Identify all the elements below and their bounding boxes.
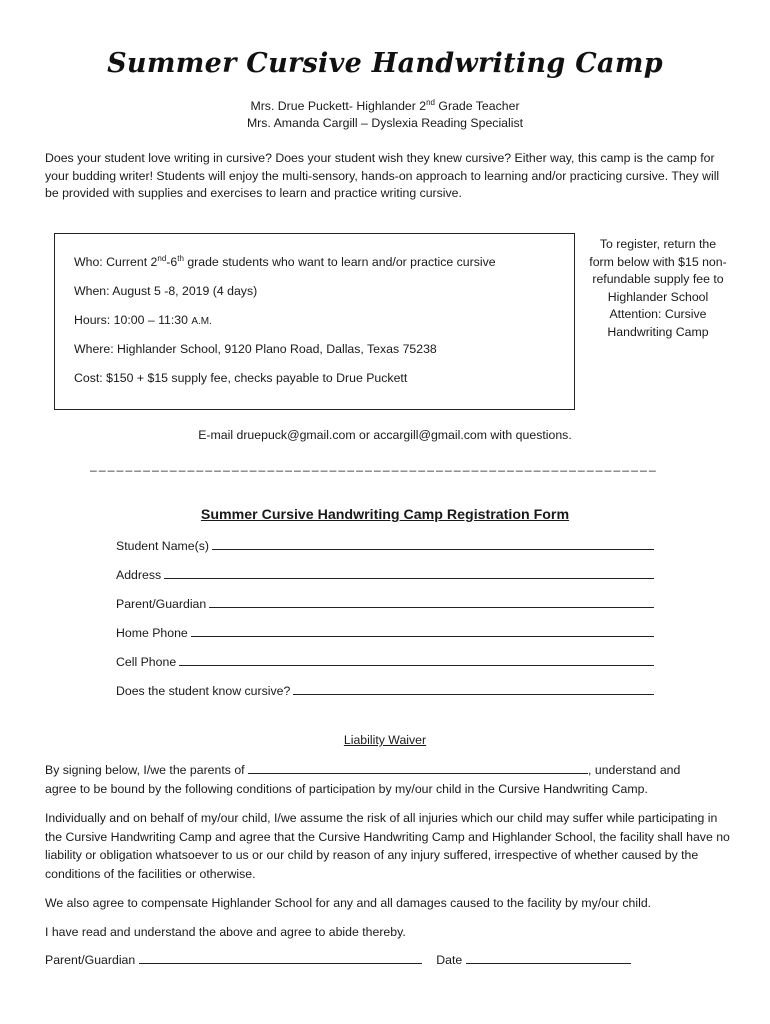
- field-blank-line[interactable]: [212, 537, 654, 550]
- teacher-1-suffix: Grade Teacher: [435, 99, 520, 114]
- info-when: When: August 5 -8, 2019 (4 days): [74, 284, 258, 298]
- page-title: Summer Cursive Handwriting Camp: [107, 48, 663, 79]
- field-label: Home Phone: [116, 626, 188, 640]
- field-blank-line[interactable]: [293, 682, 654, 695]
- field-cell-phone[interactable]: [116, 653, 654, 671]
- waiver-paragraph-3: We also agree to compensate Highlander School for any and all damages caused to the facility by my/our child.: [45, 896, 652, 910]
- field-label: Cell Phone: [116, 655, 177, 669]
- date-blank[interactable]: [466, 953, 631, 964]
- field-student-names[interactable]: [116, 537, 654, 555]
- field-home-phone[interactable]: [116, 624, 654, 642]
- field-label: Student Name(s): [116, 539, 209, 553]
- info-who-suffix: grade students who want to learn and/or practice cursive: [183, 255, 496, 270]
- field-address[interactable]: [116, 566, 654, 584]
- parent-signature-label: Parent/Guardian: [45, 953, 136, 967]
- teacher-line-2: Mrs. Amanda Cargill – Dyslexia Reading Specialist: [246, 116, 524, 130]
- intro-paragraph: Does your student love writing in cursive? Does your student wish they knew cursive? Either way, this camp is the camp for your budding writer! Students will enjoy the multi-sensory, hands-on approach to learning and/or practicing cursive. They will be provided with supplies and exercises to learn and practice writing cursive.: [45, 151, 720, 200]
- register-note: To register, return the form below with $15 non-refundable supply fee to Highlander School Attention: Cursive Handwriting Camp: [589, 237, 727, 339]
- info-who-sup-2: th: [177, 254, 184, 263]
- date-label: Date: [436, 953, 463, 967]
- registration-form-title: Summer Cursive Handwriting Camp Registration Form: [200, 507, 570, 523]
- info-hours: [74, 313, 212, 327]
- waiver-paragraph-2: Individually and on behalf of my/our child, I/we assume the risk of all injuries which our child may suffer while participating in the Cursive Handwriting Camp and agree that the Cursive Handwriting Camp and Highlander School, the facility shall have no liability or obligation whatsoever to us or our child by reason of any injury suffered, irrespective of whether caused by the conditions of the facilities or otherwise.: [45, 811, 730, 881]
- info-who-mid: -6: [166, 255, 178, 270]
- info-cost: Cost: $150 + $15 supply fee, checks payable to Drue Puckett: [74, 371, 408, 385]
- cut-line-separator: ________________________________________________________________: [90, 458, 658, 472]
- info-hours-prefix: Hours: 10:00 – 11:30: [74, 313, 192, 327]
- field-blank-line[interactable]: [179, 653, 654, 666]
- waiver-paragraph-1: [45, 761, 735, 798]
- field-blank-line[interactable]: [209, 595, 654, 608]
- info-hours-suffix: A.M.: [191, 316, 212, 327]
- teacher-1-text: Mrs. Drue Puckett- Highlander 2: [250, 99, 427, 114]
- waiver-p1-line2: agree to be bound by the following conditions of participation by my/our child in the Cursive Handwriting Camp.: [45, 781, 648, 796]
- field-parent-guardian[interactable]: [116, 595, 654, 613]
- teacher-line-1: [0, 98, 770, 113]
- teacher-1-sup: nd: [426, 98, 435, 107]
- info-who-prefix: Who: Current 2: [74, 255, 158, 270]
- waiver-paragraph-4: I have read and understand the above and agree to abide thereby.: [45, 925, 406, 939]
- info-where: Where: Highlander School, 9120 Plano Road, Dallas, Texas 75238: [74, 342, 437, 356]
- field-label: Parent/Guardian: [116, 597, 207, 611]
- waiver-p1-suffix: , understand and: [588, 763, 681, 777]
- field-knows-cursive[interactable]: [116, 682, 654, 700]
- waiver-p1-prefix: By signing below, I/we the parents of: [45, 763, 245, 777]
- camp-info-box: [54, 233, 575, 410]
- field-label: Does the student know cursive?: [116, 684, 291, 698]
- email-line: E-mail druepuck@gmail.com or accargill@gmail.com with questions.: [198, 428, 572, 442]
- child-name-blank[interactable]: [248, 763, 588, 774]
- field-blank-line[interactable]: [164, 566, 654, 579]
- waiver-title: Liability Waiver: [343, 733, 427, 747]
- info-who: [74, 254, 496, 269]
- parent-signature-blank[interactable]: [139, 953, 422, 964]
- field-label: Address: [116, 568, 162, 582]
- field-blank-line[interactable]: [191, 624, 654, 637]
- signature-row: [45, 953, 631, 967]
- info-who-sup-1: nd: [157, 254, 167, 263]
